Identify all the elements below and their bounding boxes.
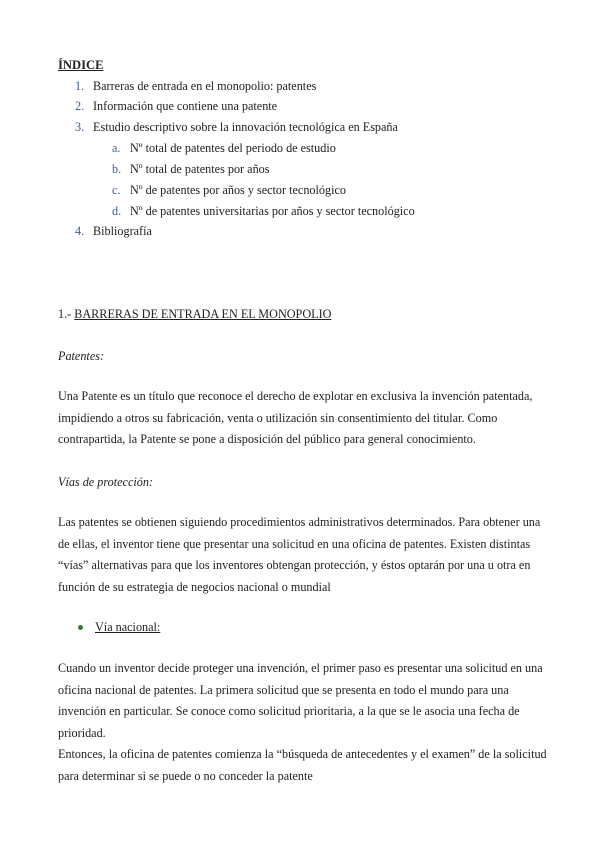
paragraph-line: de ellas, el inventor tiene que presentar una solicitud en una oficina de patentes. Existen distintas [58,536,531,551]
index-subitem-letter: d. [112,204,122,218]
patentes-paragraph [58,386,548,451]
index-subitem-text: Nº de patentes universitarias por años y sector tecnológico [130,204,415,218]
paragraph-line: “vías” alternativas para que los inventores obtengan protección, y éstos optarán por una u otra en [58,558,531,572]
paragraph-line: Entonces, la oficina de patentes comienza la “búsqueda de antecedentes y el examen” de la solicitud [58,747,547,761]
index-item-number: 4. [75,224,85,238]
index-item-text: Información que contiene una patente [93,99,278,113]
index-subitem [112,162,270,176]
paragraph-line: Una Patente es un título que reconoce el derecho de explotar en exclusiva la invención patentada, [58,389,533,403]
index-item-text: Barreras de entrada en el monopolio: patentes [93,79,317,93]
paragraph-line: invención en particular. Se conoce como solicitud prioritaria, a la que se le asocia una fecha de [58,704,520,718]
paragraph-line: Las patentes se obtienen siguiendo procedimientos administrativos determinados. Para obtener una [58,515,541,529]
index-item [75,79,317,93]
index-subitem-letter: c. [112,183,121,197]
index-item-text: Bibliografía [93,224,152,238]
index-item-number: 3. [75,120,85,134]
index-subitem-letter: a. [112,141,121,155]
paragraph-line: prioridad. [58,725,106,740]
index-subitem-letter: b. [112,162,122,176]
index-subitem-text: Nº total de patentes del periodo de estudio [130,141,336,155]
patentes-label: Patentes: [58,349,105,363]
via-nacional-label: Vía nacional: [95,620,161,634]
index-item-number: 1. [75,79,85,93]
index-item-number: 2. [75,99,85,113]
index-item [75,99,278,113]
index-subitem-text: Nº de patentes por años y sector tecnológico [130,183,346,197]
nacional-paragraph [58,658,548,787]
vias-label: Vías de protección: [58,475,153,489]
index-subitem [112,204,415,218]
index-item [75,120,398,134]
section-number: 1.- [58,307,72,321]
paragraph-line: función de su estrategia de negocios nacional o mundial [58,579,331,594]
paragraph-line: impidiendo a otros su fabricación, venta o utilización sin consentimiento del titular. Como [58,410,498,425]
index-item-text: Estudio descriptivo sobre la innovación tecnológica en España [93,120,398,134]
section-title: BARRERAS DE ENTRADA EN EL MONOPOLIO [74,307,332,321]
paragraph-line: oficina nacional de patentes. La primera solicitud que se presenta en todo el mundo para una [58,682,509,697]
paragraph-line: contrapartida, la Patente se pone a disposición del público para general conocimiento. [58,432,476,446]
index-title: ÍNDICE [58,58,104,72]
index-subitem [112,183,346,197]
index-subitem-text: Nº total de patentes por años [130,162,270,176]
index-subitem [112,141,336,155]
index-item [75,224,152,238]
bullet-dot-icon [78,625,83,630]
paragraph-line: Cuando un inventor decide proteger una invención, el primer paso es presentar una solicitud en una [58,661,543,675]
section-heading [58,307,331,321]
vias-paragraph [58,512,548,598]
paragraph-line: para determinar si se puede o no conceder la patente [58,768,313,783]
